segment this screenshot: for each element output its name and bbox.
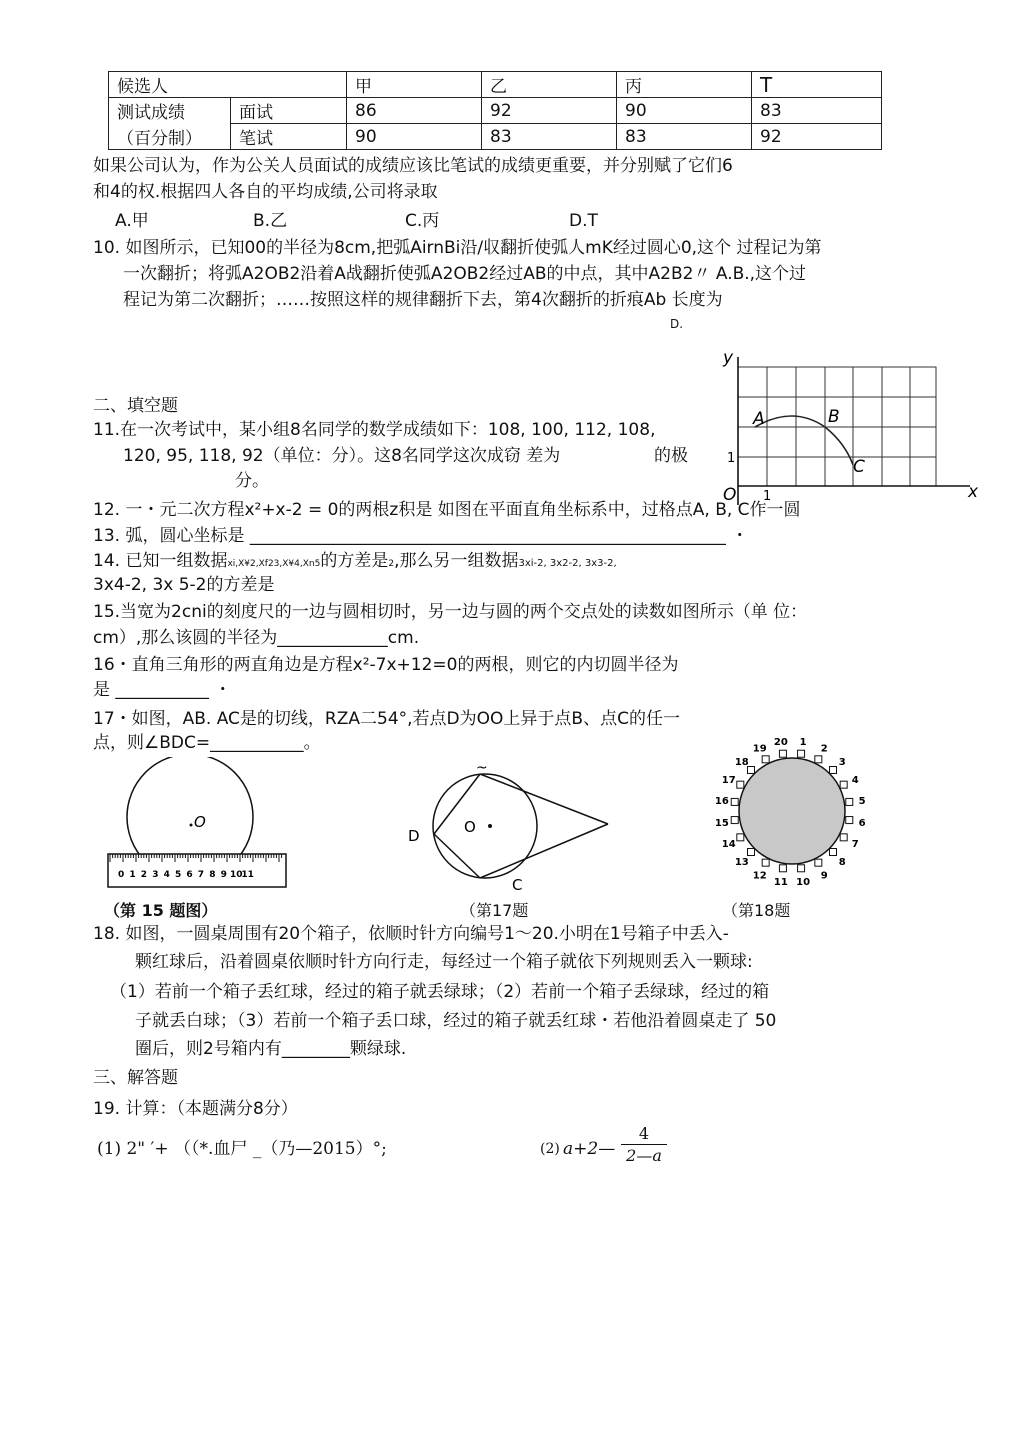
q18-line4: 子就丢白球；（3）若前一个箱子丢口球，经过的箱子就丢红球・若他沿着圆桌走了 50 — [135, 1011, 777, 1031]
q14-variance-small: 2 — [388, 559, 395, 569]
q19-fraction — [621, 1124, 667, 1167]
table-row-label: 面试 — [231, 98, 347, 124]
q9-line1: 如果公司认为，作为公关人员面试的成绩应该比笔试的成绩更重要，并分别赋了它们6 — [93, 156, 733, 176]
q14-text-e: ,那么另一组数据 — [394, 551, 519, 571]
q10-line1: 10. 如图所示，已知00的半径为8cm,把弧AirnBi沿/収翻折使弧人mK经过圆心0,这个 过程记为第 — [93, 238, 822, 258]
box-16 — [731, 798, 738, 805]
score-table — [108, 71, 882, 150]
box-number-3: 3 — [838, 756, 846, 768]
table-cell: 83 — [482, 124, 617, 150]
table-cell: 92 — [482, 98, 617, 124]
table-cell: 83 — [617, 124, 752, 150]
q13-line: 13. 弧，圆心坐标是 ________________________________________________________ ・ — [93, 526, 749, 546]
box-number-11: 11 — [773, 877, 788, 886]
table-group-label: 测试成绩 — [109, 98, 231, 124]
q11-line2-end: 的极 — [654, 446, 688, 466]
fig17-caption: （第17题 — [460, 901, 529, 920]
box-15 — [731, 817, 738, 824]
center-label: O — [194, 813, 206, 831]
q15-line1: 15.当宽为2cni的刻度尺的一边与圆相切时，另一边与圆的两个交点处的读数如图所示（单 位： — [93, 602, 808, 622]
box-number-17: 17 — [721, 774, 736, 786]
q10-stray-d: D. — [670, 317, 684, 331]
table-cell: 83 — [752, 98, 882, 124]
table-header-jia: 甲 — [347, 72, 482, 98]
y-tick-label: 1 — [727, 451, 736, 466]
q18-line1: 18. 如图，一圆桌周围有20个箱子，依顺时针方向编号1～20.小明在1号箱子中丢入- — [93, 924, 729, 944]
box-12 — [762, 859, 769, 866]
q10-line3: 程记为第二次翻折；……按照这样的规律翻折下去，第4次翻折的折痕Ab 长度为 — [123, 290, 723, 310]
box-number-6: 6 — [858, 818, 866, 830]
ruler-number: 9 — [220, 870, 227, 880]
table-header-ding: T — [752, 72, 882, 98]
box-5 — [846, 798, 853, 805]
box-number-5: 5 — [858, 795, 866, 807]
table-cell: 92 — [752, 124, 882, 150]
q14-text-a: 14. 已知一组数据 — [93, 551, 228, 571]
box-number-1: 1 — [799, 736, 807, 748]
figure-15 — [100, 757, 300, 892]
box-number-4: 4 — [851, 774, 859, 786]
box-number-19: 19 — [752, 743, 767, 755]
x-axis-label: x — [968, 482, 979, 502]
box-10 — [798, 865, 805, 872]
x-tick-label: 1 — [763, 489, 772, 504]
center-dot — [488, 824, 492, 828]
q14-text-c: 的方差是 — [320, 551, 389, 571]
center-dot — [190, 824, 193, 827]
q16-line2: 是 ___________ ・ — [93, 680, 232, 700]
chord-dc — [434, 834, 480, 878]
q9-line2: 和4的权.根据四人各自的平均成绩,公司将录取 — [93, 182, 438, 202]
table-header-bing: 丙 — [617, 72, 752, 98]
box-number-2: 2 — [820, 743, 828, 755]
tilde-mark: ~ — [476, 762, 488, 776]
ruler-number: 7 — [197, 870, 205, 880]
ruler-number: 11 — [241, 870, 254, 880]
q9-option-d: D.T — [569, 211, 598, 231]
box-number-16: 16 — [714, 795, 729, 807]
q15-line2: cm）,那么该圆的半径为_____________cm. — [93, 628, 420, 648]
fig15-caption: （第 15 题图） — [104, 901, 218, 920]
q17-line1: 17・如图，AB. AC是的切线，RZA二54°,若点D为OO上异于点B、点C的任一 — [93, 709, 680, 729]
box-1 — [798, 750, 805, 757]
box-9 — [815, 859, 822, 866]
box-19 — [762, 756, 769, 763]
table-group-label: （百分制） — [109, 124, 231, 150]
table-cell: 86 — [347, 98, 482, 124]
table-cell: 90 — [617, 98, 752, 124]
ruler-number: 1 — [129, 870, 136, 880]
box-number-8: 8 — [838, 857, 846, 869]
box-20 — [779, 750, 786, 757]
box-8 — [830, 849, 837, 856]
q17-line2: 点，则∠BDC=___________。 — [93, 733, 321, 753]
point-d-label: D — [408, 827, 420, 845]
table-header-candidate: 候选人 — [109, 72, 347, 98]
grid-figure — [695, 345, 985, 510]
ruler-number: 6 — [186, 870, 193, 880]
q14-data-small: xi,X¥2,Xf23,X¥4,Xn5 — [227, 559, 321, 569]
tangent-ac — [480, 824, 608, 878]
box-17 — [737, 781, 744, 788]
point-a-label: A — [753, 409, 765, 429]
q9-option-a: A.甲 — [115, 211, 149, 231]
ruler-number: 2 — [140, 870, 148, 880]
q12-line: 12. 一・元二次方程x²+x-2 = 0的两根z积是 如图在平面直角坐标系中，过格点A, B, C作一圆 — [93, 500, 801, 520]
q16-line1: 16・直角三角形的两直角边是方程x²-7x+12=0的两根，则它的内切圆半径为 — [93, 655, 679, 675]
q19-part1: (1) 2" ′+ （（*.血尸 _（乃—2015）°; — [97, 1139, 387, 1159]
box-number-18: 18 — [734, 756, 749, 768]
point-c-label: C — [853, 457, 865, 477]
point-c-label: C — [512, 876, 523, 894]
box-number-15: 15 — [714, 818, 729, 830]
figure-18 — [712, 736, 872, 886]
q18-line3: （1）若前一个箱子丢红球，经过的箱子就丢绿球；（2）若前一个箱子丢绿球，经过的箱 — [110, 982, 770, 1002]
box-4 — [840, 781, 847, 788]
q18-line2: 颗红球后，沿着圆桌依顺时针方向行走，每经过一个箱子就依下列规则丢入一颗球: — [135, 952, 753, 972]
tangent-ab — [480, 774, 608, 824]
q19-title: 19. 计算：（本题满分8分） — [93, 1099, 298, 1119]
q14-line2: 3x4-2, 3x 5-2的方差是 — [93, 575, 275, 595]
box-7 — [840, 834, 847, 841]
q11-line3: 分。 — [235, 471, 269, 491]
box-number-7: 7 — [851, 839, 859, 851]
q10-line2: 一次翻折；将弧A2OB2沿着A战翻折使弧A2OB2经过AB的中点，其中A2B2〃 A.B.,这个过 — [123, 264, 807, 284]
box-number-10: 10 — [796, 877, 811, 886]
y-axis-label: y — [723, 348, 734, 368]
q11-line2: 120, 95, 118, 92（单位：分）。这8名同学这次成窃 差为 — [123, 446, 561, 466]
ruler-number: 0 — [118, 870, 125, 880]
q11-line1: 11.在一次考试中，某小组8名同学的数学成绩如下：108, 100, 112, 108, — [93, 420, 656, 440]
ruler-number: 4 — [163, 870, 170, 880]
box-number-14: 14 — [721, 839, 736, 851]
box-number-9: 9 — [820, 870, 828, 882]
q14-line1 — [93, 549, 617, 576]
box-number-12: 12 — [752, 870, 767, 882]
q19-part2-expr: a+2— — [563, 1139, 616, 1159]
q9-option-b: B.乙 — [253, 211, 288, 231]
fraction-denominator: 2—a — [626, 1146, 662, 1165]
box-2 — [815, 756, 822, 763]
ruler-number: 8 — [209, 870, 216, 880]
box-11 — [779, 865, 786, 872]
ruler-number: 5 — [175, 870, 182, 880]
table-row-label: 笔试 — [231, 124, 347, 150]
q14-data2-small: 3xi-2, 3x2-2, 3x3-2, — [518, 558, 617, 569]
box-number-13: 13 — [734, 857, 749, 869]
box-13 — [747, 849, 754, 856]
ruler-number: 10 — [230, 870, 243, 880]
point-b-label: B — [828, 407, 840, 427]
section-2-title: 二、填空题 — [93, 396, 178, 416]
q19-part2-label: (2) — [540, 1141, 560, 1157]
figure-17 — [400, 762, 620, 897]
table-header-yi: 乙 — [482, 72, 617, 98]
fraction-numerator: 4 — [621, 1124, 667, 1145]
box-3 — [830, 766, 837, 773]
fig18-caption: （第18题 — [722, 901, 791, 920]
q9-option-c: C.丙 — [405, 211, 440, 231]
box-6 — [846, 817, 853, 824]
section-3-title: 三、解答题 — [93, 1068, 178, 1088]
ruler-number: 3 — [152, 870, 159, 880]
origin-label: O — [723, 485, 737, 505]
q18-line5: 圈后，则2号箱内有________颗绿球. — [135, 1039, 407, 1059]
table-cell: 90 — [347, 124, 482, 150]
box-number-20: 20 — [773, 736, 788, 748]
center-label: O — [464, 818, 476, 836]
box-14 — [737, 834, 744, 841]
